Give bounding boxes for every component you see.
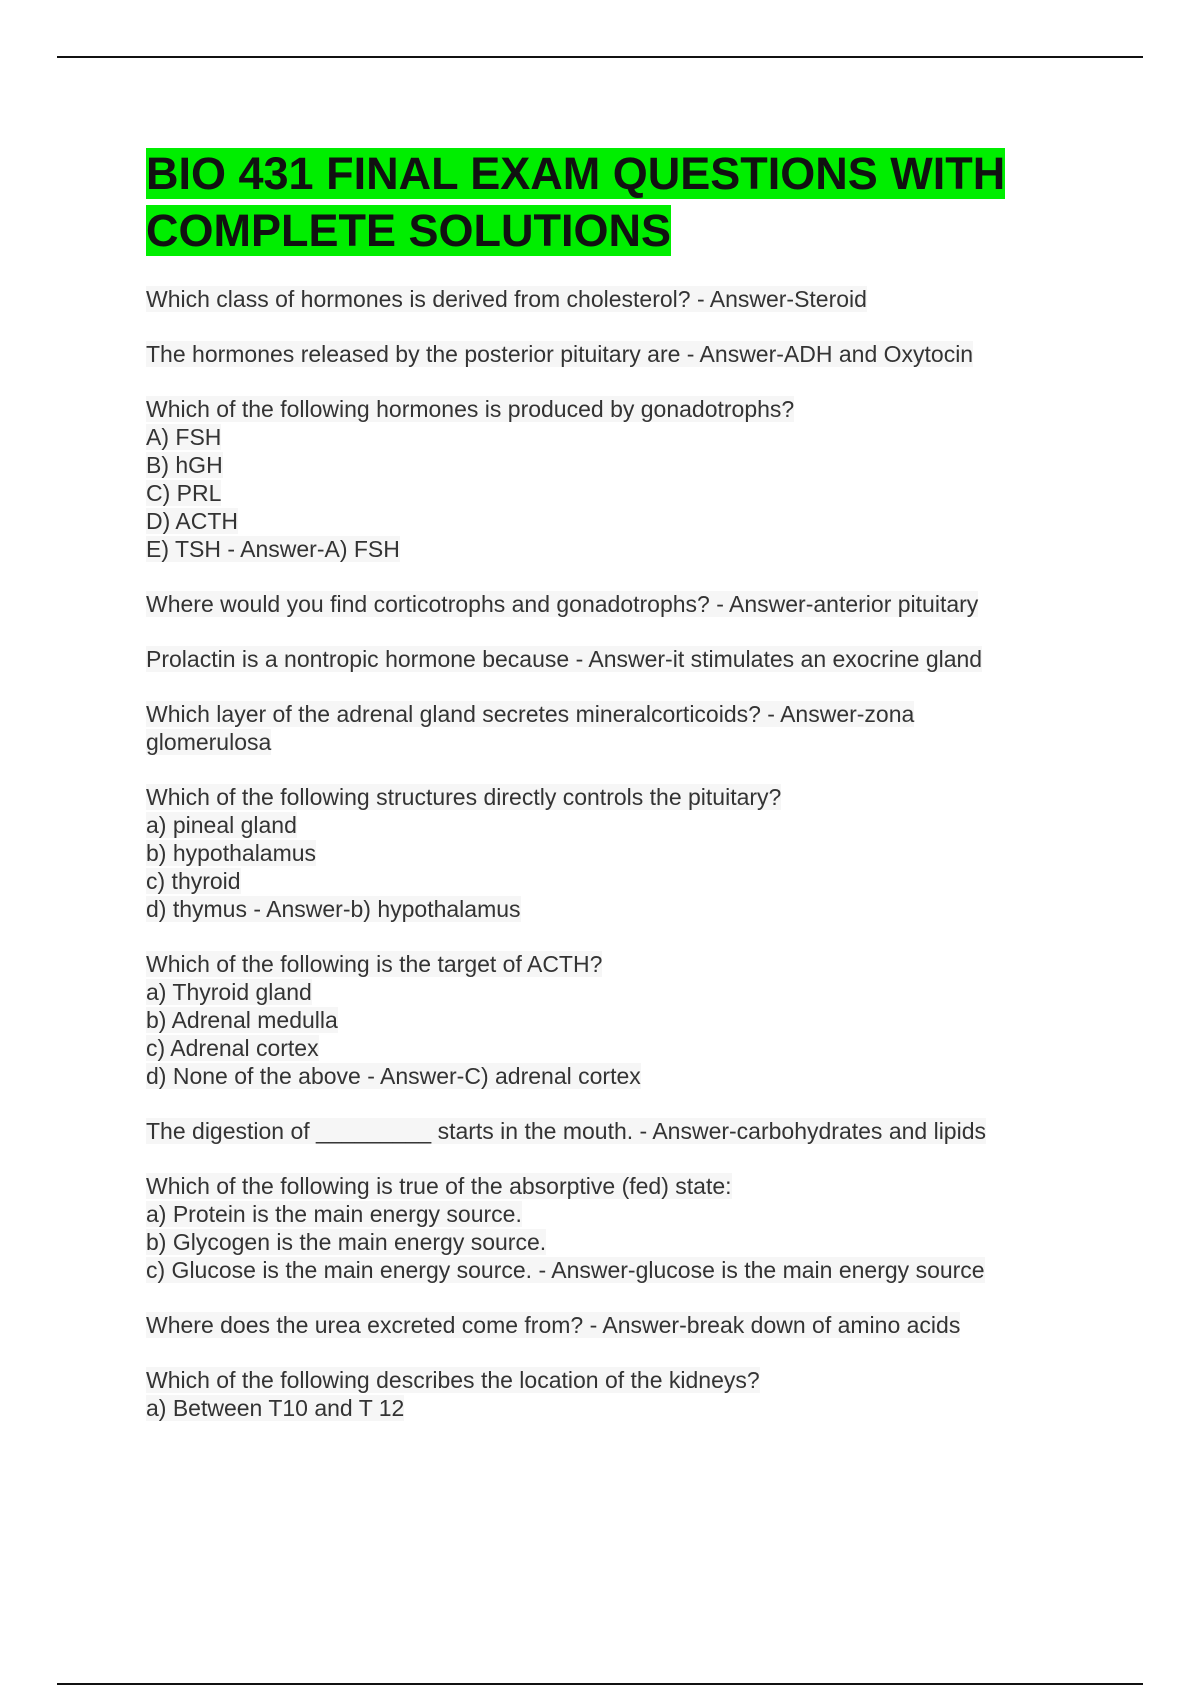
question-line: [146, 1394, 1086, 1422]
line-text: Which of the following is the target of ACTH?: [146, 951, 603, 977]
question-text: [146, 1117, 1086, 1145]
line-text: d) None of the above - Answer-C) adrenal cortex: [146, 1063, 641, 1089]
question-block: [146, 340, 1086, 368]
document-body: [146, 145, 1086, 1449]
line-text: a) Between T10 and T 12: [146, 1395, 405, 1421]
question-line: [146, 978, 1086, 1006]
question-text: [146, 285, 1086, 313]
question-line: [146, 423, 1086, 451]
line-text: Which of the following is true of the absorptive (fed) state:: [146, 1173, 732, 1199]
title-line: COMPLETE SOLUTIONS: [146, 205, 672, 256]
question-line: [146, 1006, 1086, 1034]
line-text: Where does the urea excreted come from? - Answer-break down of amino acids: [146, 1312, 961, 1338]
line-text: The hormones released by the posterior pituitary are - Answer-ADH and Oxytocin: [146, 341, 974, 367]
question-text: [146, 395, 1086, 423]
line-text: Which of the following describes the location of the kidneys?: [146, 1367, 760, 1393]
line-text: B) hGH: [146, 452, 223, 478]
question-line: [146, 895, 1086, 923]
question-text: [146, 1172, 1086, 1200]
question-line: [146, 1062, 1086, 1090]
question-line: [146, 1228, 1086, 1256]
line-text: Prolactin is a nontropic hormone because - Answer-it stimulates an exocrine gland: [146, 646, 983, 672]
line-text: Which class of hormones is derived from cholesterol? - Answer-Steroid: [146, 286, 867, 312]
line-text: Which layer of the adrenal gland secretes mineralcorticoids? - Answer-zona: [146, 701, 915, 727]
line-text: b) hypothalamus: [146, 840, 317, 866]
line-text: a) pineal gland: [146, 812, 297, 838]
question-line: [146, 507, 1086, 535]
question-text: [146, 1366, 1086, 1394]
question-line: [146, 867, 1086, 895]
question-line: [146, 535, 1086, 563]
question-text: [146, 783, 1086, 811]
line-text: glomerulosa: [146, 729, 272, 755]
line-text: C) PRL: [146, 480, 222, 506]
question-text: [146, 645, 1086, 673]
question-line: [146, 479, 1086, 507]
question-text: [146, 340, 1086, 368]
question-block: [146, 700, 1086, 756]
question-block: [146, 783, 1086, 923]
question-block: [146, 645, 1086, 673]
question-list: [146, 285, 1086, 1422]
question-text: [146, 1311, 1086, 1339]
question-line: [146, 1256, 1086, 1284]
title-line: BIO 431 FINAL EXAM QUESTIONS WITH: [146, 148, 1006, 199]
line-text: A) FSH: [146, 424, 222, 450]
question-block: [146, 590, 1086, 618]
question-block: [146, 950, 1086, 1090]
top-rule: [57, 56, 1143, 58]
line-text: The digestion of _________ starts in the mouth. - Answer-carbohydrates and lipids: [146, 1118, 986, 1144]
line-text: a) Protein is the main energy source.: [146, 1201, 522, 1227]
question-block: [146, 1366, 1086, 1422]
question-text: [146, 590, 1086, 618]
line-text: Which of the following structures directly controls the pituitary?: [146, 784, 782, 810]
line-text: b) Glycogen is the main energy source.: [146, 1229, 547, 1255]
line-text: c) Adrenal cortex: [146, 1035, 319, 1061]
question-block: [146, 1172, 1086, 1284]
line-text: Which of the following hormones is produced by gonadotrophs?: [146, 396, 795, 422]
question-text: [146, 700, 1086, 728]
question-line: [146, 839, 1086, 867]
line-text: a) Thyroid gland: [146, 979, 312, 1005]
line-text: Where would you find corticotrophs and gonadotrophs? - Answer-anterior pituitary: [146, 591, 979, 617]
bottom-rule: [57, 1683, 1143, 1685]
question-line: [146, 728, 1086, 756]
line-text: b) Adrenal medulla: [146, 1007, 338, 1033]
line-text: c) Glucose is the main energy source. - Answer-glucose is the main energy source: [146, 1257, 985, 1283]
question-line: [146, 451, 1086, 479]
line-text: d) thymus - Answer-b) hypothalamus: [146, 896, 521, 922]
question-text: [146, 950, 1086, 978]
question-line: [146, 1200, 1086, 1228]
question-block: [146, 395, 1086, 563]
question-block: [146, 285, 1086, 313]
document-title: [146, 145, 1086, 259]
line-text: D) ACTH: [146, 508, 238, 534]
question-block: [146, 1311, 1086, 1339]
line-text: c) thyroid: [146, 868, 241, 894]
question-block: [146, 1117, 1086, 1145]
question-line: [146, 1034, 1086, 1062]
question-line: [146, 811, 1086, 839]
line-text: E) TSH - Answer-A) FSH: [146, 536, 400, 562]
